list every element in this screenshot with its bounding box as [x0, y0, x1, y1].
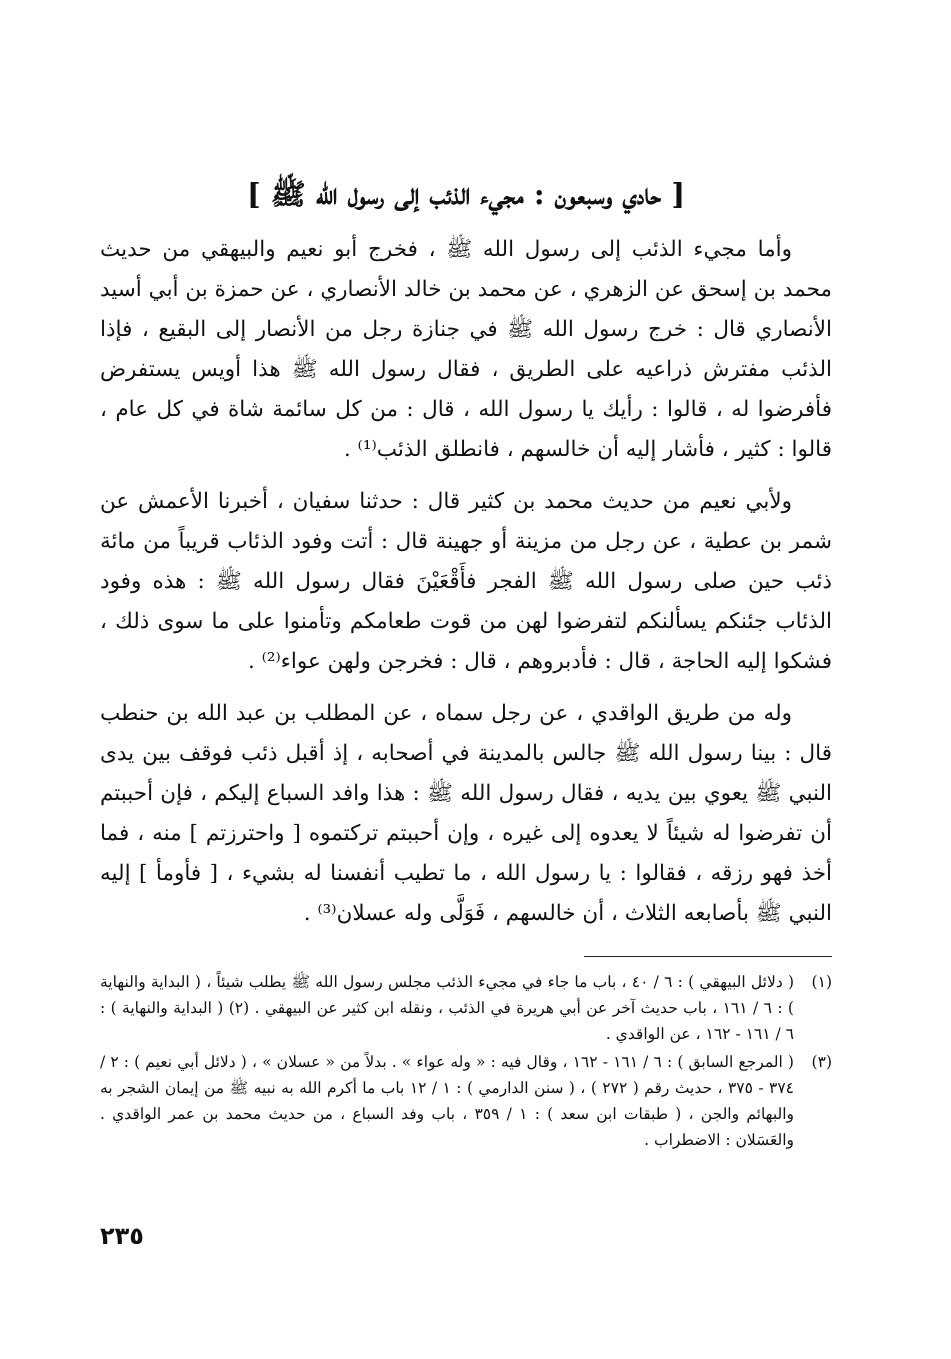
footnote-text: ( دلائل البيهقي ) : ٦ / ٤٠ ، باب ما جاء في مجيء الذئب مجلس رسول الله ﷺ يطلب شيئاً ، ( البداية والنهاية ) : ٦ / ١٦١ ، باب حديث آخر عن أبي هريرة في الذئب ، ونقله ابن كثير عن البيهقي . (٢) ( البداية والنهاية ) : ٦ / ١٦١ - ١٦٢ ، عن الواقدي . — [100, 973, 794, 1043]
footnotes — [100, 969, 832, 1153]
book-page — [100, 172, 832, 1155]
footnote-3 — [100, 1049, 832, 1153]
chapter-title: [ حادي وسبعون : مجيء الذئب إلى رسول الله ﷺ ] — [246, 177, 686, 211]
footnote-text: ( المرجع السابق ) : ٦ / ١٦١ - ١٦٢ ، وقال فيه : « وله عواء » . بدلاً من « عسلان » ، ( دلائل أبي نعيم ) : ٢ / ٣٧٤ - ٣٧٥ ، حديث رقم ( ٢٧٢ ) ، ( سنن الدارمي ) : ١ / ١٢ باب ما أكرم الله به نبيه ﷺ من إيمان الشجر به والبهائم والجن ، ( طبقات ابن سعد ) : ١ / ٣٥٩ ، باب وفد السباع ، من حديث محمد بن عمر الواقدي . والعَسَلان : الاضطراب . — [100, 1053, 795, 1149]
footnote-separator — [584, 956, 832, 957]
paragraph-wolf-delegations: ولأبي نعيم من حديث محمد بن كثير قال : حدثنا سفيان ، أخبرنا الأعمش عن شمر بن عطية ، عن رجل من مزينة أو جهينة قال : أتت وفود الذئاب قريباً من مائة ذئب حين صلى رسول الله ﷺ الفجر فأَقْعَيْنَ فقال رسول الله ﷺ : هذه وفود الذئاب جئنكم يسألنكم لتفرضوا لهن من قوت طعامكم وتأمنوا على ما سوى ذلك ، فشكوا إليه الحاجة ، قال : فأدبروهم ، قال : فخرجن ولهن عواء⁽²⁾ . — [100, 489, 832, 674]
footnote-number: (١) — [811, 973, 832, 991]
page-number: ٢٣٥ — [100, 1222, 144, 1250]
footnote-1 — [100, 969, 832, 1047]
paragraph-wolf-baqi: وأما مجيء الذئب إلى رسول الله ﷺ ، فخرج أبو نعيم والبيهقي من حديث محمد بن إسحق عن الزهري ، عن محمد بن خالد الأنصاري ، عن حمزة بن أبي أسيد الأنصاري قال : خرج رسول الله ﷺ في جنازة رجل من الأنصار إلى البقيع ، فإذا الذئب مفترش ذراعيه على الطريق ، فقال رسول الله ﷺ هذا أويس يستفرض فأفرضوا له ، قالوا : رأيك يا رسول الله ، قال : من كل سائمة شاة في كل عام ، قالوا : كثير ، فأشار إليه أن خالسهم ، فانطلق الذئب⁽¹⁾ . — [100, 237, 832, 462]
footnote-number: (٣) — [811, 1053, 832, 1071]
paragraph-wolf-waqidi: وله من طريق الواقدي ، عن رجل سماه ، عن المطلب بن عبد الله بن حنطب قال : بينا رسول الله ﷺ جالس بالمدينة في أصحابه ، إذ أقبل ذئب فوقف بين يدى النبي ﷺ يعوي بين يديه ، فقال رسول الله ﷺ : هذا وافد السباع إليكم ، فإن أحببتم أن تفرضوا له شيئاً لا يعدوه إلى غيره ، وإن أحببتم تركتموه [ واحترزتم ] منه ، فما أخذ فهو رزقه ، فقالوا : يا رسول الله ، ما تطيب أنفسنا له بشيء ، [ فأومأ ] إليه النبي ﷺ بأصابعه الثلاث ، أن خالسهم ، فَوَلَّى وله عسلان⁽³⁾ . — [100, 701, 832, 926]
